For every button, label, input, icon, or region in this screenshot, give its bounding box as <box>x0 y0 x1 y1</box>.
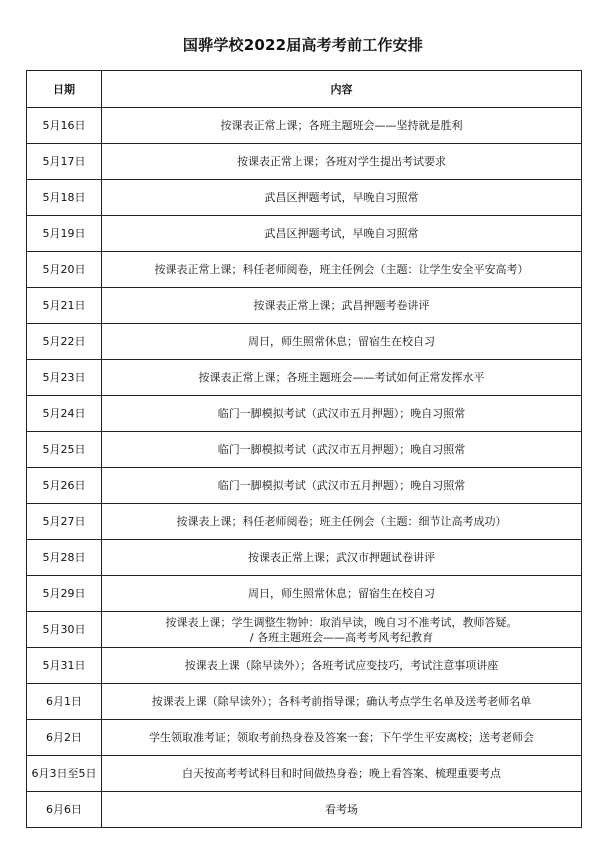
table-row <box>27 108 582 144</box>
table-row <box>27 756 582 792</box>
content-line: 周日，师生照常休息；留宿生在校自习 <box>248 335 435 348</box>
table-row <box>27 468 582 504</box>
content-line: 按课表正常上课；科任老师阅卷，班主任例会（主题：让学生安全平安高考） <box>154 263 529 276</box>
table-row <box>27 324 582 360</box>
date-cell: 5月21日 <box>27 288 102 324</box>
content-cell <box>102 756 582 792</box>
content-cell <box>102 324 582 360</box>
date-cell: 6月3日至5日 <box>27 756 102 792</box>
date-cell: 5月18日 <box>27 180 102 216</box>
content-cell <box>102 144 582 180</box>
content-line: 按课表上课（除早读外）；各班考试应变技巧，考试注意事项讲座 <box>184 659 499 672</box>
table-row <box>27 360 582 396</box>
content-cell <box>102 612 582 648</box>
content-cell <box>102 504 582 540</box>
content-cell <box>102 288 582 324</box>
date-cell: 5月25日 <box>27 432 102 468</box>
content-line: 按课表正常上课；武昌押题考卷讲评 <box>253 299 430 312</box>
table-row <box>27 504 582 540</box>
date-cell: 5月26日 <box>27 468 102 504</box>
table-row <box>27 252 582 288</box>
content-line: 武昌区押题考试，早晚自习照常 <box>264 227 419 240</box>
date-cell: 5月28日 <box>27 540 102 576</box>
content-cell <box>102 540 582 576</box>
table-row <box>27 144 582 180</box>
date-cell: 5月29日 <box>27 576 102 612</box>
content-line: / 各班主题班会——高考考风考纪教育 <box>249 630 434 644</box>
date-cell: 6月2日 <box>27 720 102 756</box>
content-line: 按课表正常上课；各班主题班会——坚持就是胜利 <box>220 119 463 132</box>
content-cell <box>102 216 582 252</box>
table-row <box>27 432 582 468</box>
date-cell: 5月17日 <box>27 144 102 180</box>
table-row <box>27 684 582 720</box>
content-cell <box>102 792 582 828</box>
content-line: 临门一脚模拟考试（武汉市五月押题）；晚自习照常 <box>217 407 466 420</box>
header-date: 日期 <box>27 71 102 108</box>
date-cell: 5月20日 <box>27 252 102 288</box>
content-cell <box>102 576 582 612</box>
content-cell <box>102 720 582 756</box>
content-line: 临门一脚模拟考试（武汉市五月押题）；晚自习照常 <box>217 443 466 456</box>
table-row <box>27 576 582 612</box>
schedule-table <box>26 70 582 828</box>
date-cell: 5月23日 <box>27 360 102 396</box>
table-row <box>27 648 582 684</box>
table-row <box>27 792 582 828</box>
table-row <box>27 540 582 576</box>
date-cell: 5月31日 <box>27 648 102 684</box>
table-row <box>27 180 582 216</box>
content-cell <box>102 432 582 468</box>
table-row <box>27 288 582 324</box>
table-row <box>27 396 582 432</box>
content-line: 按课表正常上课；各班对学生提出考试要求 <box>237 155 446 168</box>
date-cell: 6月6日 <box>27 792 102 828</box>
content-line: 按课表正常上课；武汉市押题试卷讲评 <box>248 551 435 564</box>
table-row <box>27 720 582 756</box>
date-cell: 5月16日 <box>27 108 102 144</box>
date-cell: 6月1日 <box>27 684 102 720</box>
content-line: 按课表上课；科任老师阅卷；班主任例会（主题：细节让高考成功） <box>176 515 507 528</box>
date-cell: 5月27日 <box>27 504 102 540</box>
content-line: 武昌区押题考试，早晚自习照常 <box>264 191 419 204</box>
content-line: 按课表上课（除早读外）；各科考前指导课；确认考点学生名单及送考老师名单 <box>151 695 532 708</box>
content-line: 学生领取准考证；领取考前热身卷及答案一套；下午学生平安离校；送考老师会 <box>149 731 534 744</box>
content-line: 按课表上课；学生调整生物钟：取消早读，晚自习不准考试，教师答疑。 <box>165 615 518 629</box>
content-cell <box>102 360 582 396</box>
content-line: 白天按高考考试科目和时间做热身卷；晚上看答案、梳理重要考点 <box>182 767 501 780</box>
content-line: 周日，师生照常休息；留宿生在校自习 <box>248 587 435 600</box>
content-line: 临门一脚模拟考试（武汉市五月押题）；晚自习照常 <box>217 479 466 492</box>
content-cell <box>102 180 582 216</box>
content-cell <box>102 648 582 684</box>
table-row <box>27 612 582 648</box>
content-cell <box>102 108 582 144</box>
content-cell <box>102 684 582 720</box>
page-title: 国骅学校2022届高考考前工作安排 <box>182 36 424 54</box>
content-cell <box>102 252 582 288</box>
date-cell: 5月19日 <box>27 216 102 252</box>
table-row <box>27 216 582 252</box>
content-cell <box>102 468 582 504</box>
date-cell: 5月30日 <box>27 612 102 648</box>
date-cell: 5月24日 <box>27 396 102 432</box>
content-line: 按课表正常上课；各班主题班会——考试如何正常发挥水平 <box>198 371 485 384</box>
table-header-row <box>27 71 582 108</box>
header-content: 内容 <box>102 71 582 108</box>
content-cell <box>102 396 582 432</box>
date-cell: 5月22日 <box>27 324 102 360</box>
content-line: 看考场 <box>325 803 358 816</box>
